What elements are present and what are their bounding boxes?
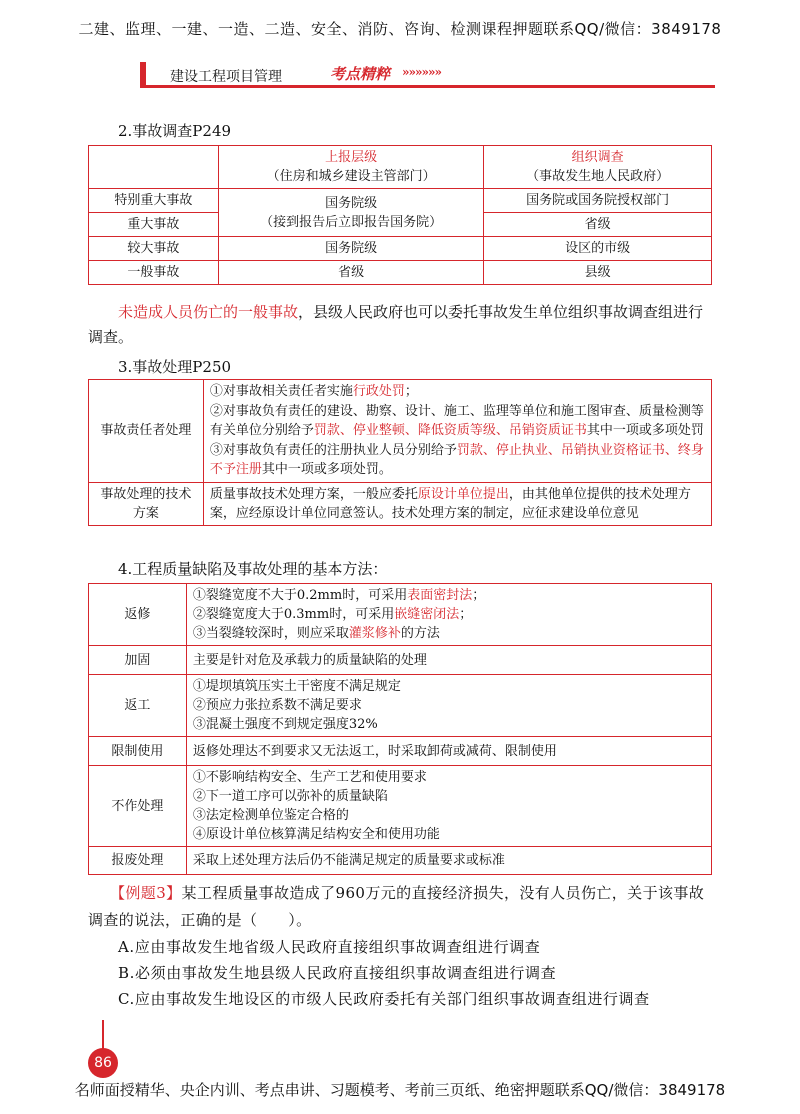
section-2-title: 2.事故调查P249 (118, 122, 232, 140)
merged-report-cell: 国务院级 （接到报告后立即报告国务院） (218, 189, 484, 237)
header-rule (140, 85, 715, 88)
example-tag: 【例题3】 (110, 884, 182, 902)
table-row (89, 766, 712, 847)
page-number-stem (102, 1020, 104, 1050)
method-cell: 采取上述处理方法后仍不能满足规定的质量要求或标准 (186, 847, 711, 875)
row-label: 一般事故 (89, 261, 219, 285)
section-tag: 考点精粹 (330, 65, 391, 83)
method-cell: ①堤坝填筑压实土干密度不满足规定 ②预应力张拉系数不满足要求 ③混凝土强度不到规定强度32% (186, 675, 711, 737)
book-title: 建设工程项目管理 (170, 69, 282, 85)
row-label: 重大事故 (89, 213, 219, 237)
handling-table (88, 379, 712, 526)
row-label: 较大事故 (89, 237, 219, 261)
arrows-icon: »»»»»» (402, 65, 441, 79)
row-report: 省级 (218, 261, 484, 285)
organize-header: 组织调查 （事故发生地人民政府） (484, 146, 712, 189)
option-b: B.必须由事故发生地县级人民政府直接组织事故调查组进行调查 (118, 964, 557, 982)
row-label: 返工 (89, 675, 187, 737)
table-row (89, 261, 712, 285)
investigation-table (88, 145, 712, 285)
table-row (89, 646, 712, 675)
report-level-header: 上报层级 （住房和城乡建设主管部门） (218, 146, 484, 189)
row-label: 报废处理 (89, 847, 187, 875)
methods-table (88, 583, 712, 875)
page-number: 86 (88, 1048, 118, 1078)
table-row (89, 675, 712, 737)
top-banner: 二建、监理、一建、一造、二造、安全、消防、咨询、检测课程押题联系QQ/微信：3849178 (78, 20, 722, 38)
row-label: 特别重大事故 (89, 189, 219, 213)
section-2-note: 未造成人员伤亡的一般事故，县级人民政府也可以委托事故发生单位组织事故调查组进行调查。 (88, 303, 704, 346)
table-row (89, 737, 712, 766)
option-c: C.应由事故发生地设区的市级人民政府委托有关部门组织事故调查组进行调查 (118, 990, 650, 1008)
table-row (89, 237, 712, 261)
table-row (89, 847, 712, 875)
row-organize: 设区的市级 (484, 237, 712, 261)
example-question: 【例题3】某工程质量事故造成了960万元的直接经济损失，没有人员伤亡，关于该事故调查的说法，正确的是（ ）。 (88, 884, 705, 929)
section-4-title: 4.工程质量缺陷及事故处理的基本方法： (118, 560, 388, 578)
row-label: 加固 (89, 646, 187, 675)
row-report: 国务院级 (218, 237, 484, 261)
row-label: 事故处理的技术方案 (89, 482, 204, 525)
table-header-row (89, 146, 712, 189)
option-a: A.应由事故发生地省级人民政府直接组织事故调查组进行调查 (118, 938, 541, 956)
table-row (89, 189, 712, 213)
section-3-title: 3.事故处理P250 (118, 358, 232, 376)
method-cell: ①裂缝宽度不大于0.2mm时，可采用表面密封法； ②裂缝宽度大于0.3mm时，可采用嵌缝密闭法； ③当裂缝较深时，则应采取灌浆修补的方法 (186, 584, 711, 646)
table-row (89, 584, 712, 646)
tech-plan-cell: 质量事故技术处理方案，一般应委托原设计单位提出，由其他单位提供的技术处理方案，应经原设计单位同意签认。技术处理方案的制定，应征求建设单位意见 (203, 482, 711, 525)
method-cell: 返修处理达不到要求又无法返工，时采取卸荷或减荷、限制使用 (186, 737, 711, 766)
row-label: 返修 (89, 584, 187, 646)
responsible-party-cell: ①对事故相关责任者实施行政处罚； ②对事故负有责任的建设、勘察、设计、施工、监理等单位和施工图审查、质量检测等有关单位分别给予罚款、停业整顿、降低资质等级、吊销资质证书其中一项或多项处罚 ③对事故负有责任的注册执业人员分别给予罚款、停止执业、吊销执业资格证书、终身不予注册其中一项或多项处罚。 (203, 380, 711, 483)
table-row (89, 380, 712, 483)
row-organize: 省级 (484, 213, 712, 237)
method-cell: 主要是针对危及承载力的质量缺陷的处理 (186, 646, 711, 675)
bottom-banner: 名师面授精华、央企内训、考点串讲、习题模考、考前三页纸、绝密押题联系QQ/微信：3849178 (74, 1081, 726, 1099)
row-label: 不作处理 (89, 766, 187, 847)
row-organize: 国务院或国务院授权部门 (484, 189, 712, 213)
row-label: 事故责任者处理 (89, 380, 204, 483)
row-organize: 县级 (484, 261, 712, 285)
row-label: 限制使用 (89, 737, 187, 766)
method-cell: ①不影响结构安全、生产工艺和使用要求 ②下一道工序可以弥补的质量缺陷 ③法定检测单位鉴定合格的 ④原设计单位核算满足结构安全和使用功能 (186, 766, 711, 847)
table-row (89, 482, 712, 525)
